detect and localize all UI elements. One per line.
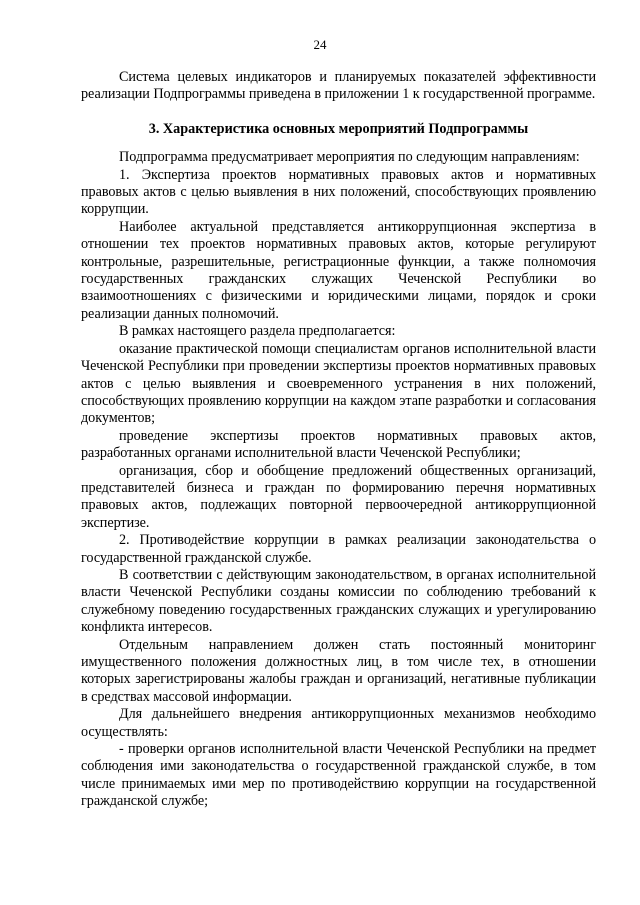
page-body — [81, 69, 596, 811]
paragraph-expertise-relevance: Наиболее актуальной представляется антикоррупционная экспертиза в отношении тех проектов нормативных правовых актов, которые регулируют контрольные, разрешительные, регистрационные функции, а также полномочия государственных гражданских служащих Чеченской Республики во взаимоотношениях с физическими и юридическими лицами, порядок и сроки реализации данных полномочий. — [81, 218, 596, 322]
paragraph-conducting-expertise: проведение экспертизы проектов нормативных правовых актов, разработанных органами исполнительной власти Чеченской Республики; — [81, 427, 596, 462]
paragraph-section-scope: В рамках настоящего раздела предполагается: — [119, 323, 396, 340]
page-number: 24 — [313, 37, 327, 52]
intro-paragraph: Система целевых индикаторов и планируемых показателей эффективности реализации Подпрограммы приведена в приложении 1 к государственной программе. — [81, 69, 596, 103]
paragraph-inspections: - проверки органов исполнительной власти Чеченской Республики на предмет соблюдения ими законодательства о государственной гражданской службе, в том числе принимаемых ими мер по противодействию коррупции на государственной гражданской службе; — [81, 741, 596, 810]
paragraph-collecting-proposals: организация, сбор и обобщение предложений общественных организаций, представителей бизнеса и граждан по формированию перечня нормативных правовых актов, подлежащих повторной первоочередной антикоррупционной экспертизе. — [81, 462, 596, 531]
paragraph-directions-intro: Подпрограмма предусматривает мероприятия по следующим направлениям: — [119, 149, 580, 166]
section-heading: 3. Характеристика основных мероприятий Подпрограммы — [148, 120, 529, 137]
paragraph-monitoring: Отдельным направлением должен стать постоянный мониторинг имущественного положения должностных лиц, в том числе тех, в отношении которых зарегистрированы жалобы граждан и организаций, негативные публикации в средствах массовой информации. — [81, 636, 596, 705]
paragraph-item-1-expertise: 1. Экспертиза проектов нормативных правовых актов и нормативных правовых актов с целью выявления в них положений, способствующих проявлению коррупции. — [81, 166, 596, 218]
paragraph-item-2-civil-service: 2. Противодействие коррупции в рамках реализации законодательства о государственной гражданской службе. — [81, 532, 596, 566]
paragraph-practical-assistance: оказание практической помощи специалистам органов исполнительной власти Чеченской Республики при проведении экспертизы проектов нормативных правовых актов с целью выявления и своевременного устранения в них положений, способствующих проявлению коррупции на каждом этапе разработки и согласования документов; — [81, 340, 596, 427]
paragraph-mechanisms: Для дальнейшего внедрения антикоррупционных механизмов необходимо осуществлять: — [81, 706, 596, 740]
paragraph-commissions: В соответствии с действующим законодательством, в органах исполнительной власти Чеченской Республики созданы комиссии по соблюдению требований к служебному поведению государственных гражданских служащих и урегулированию конфликта интересов. — [81, 566, 596, 636]
